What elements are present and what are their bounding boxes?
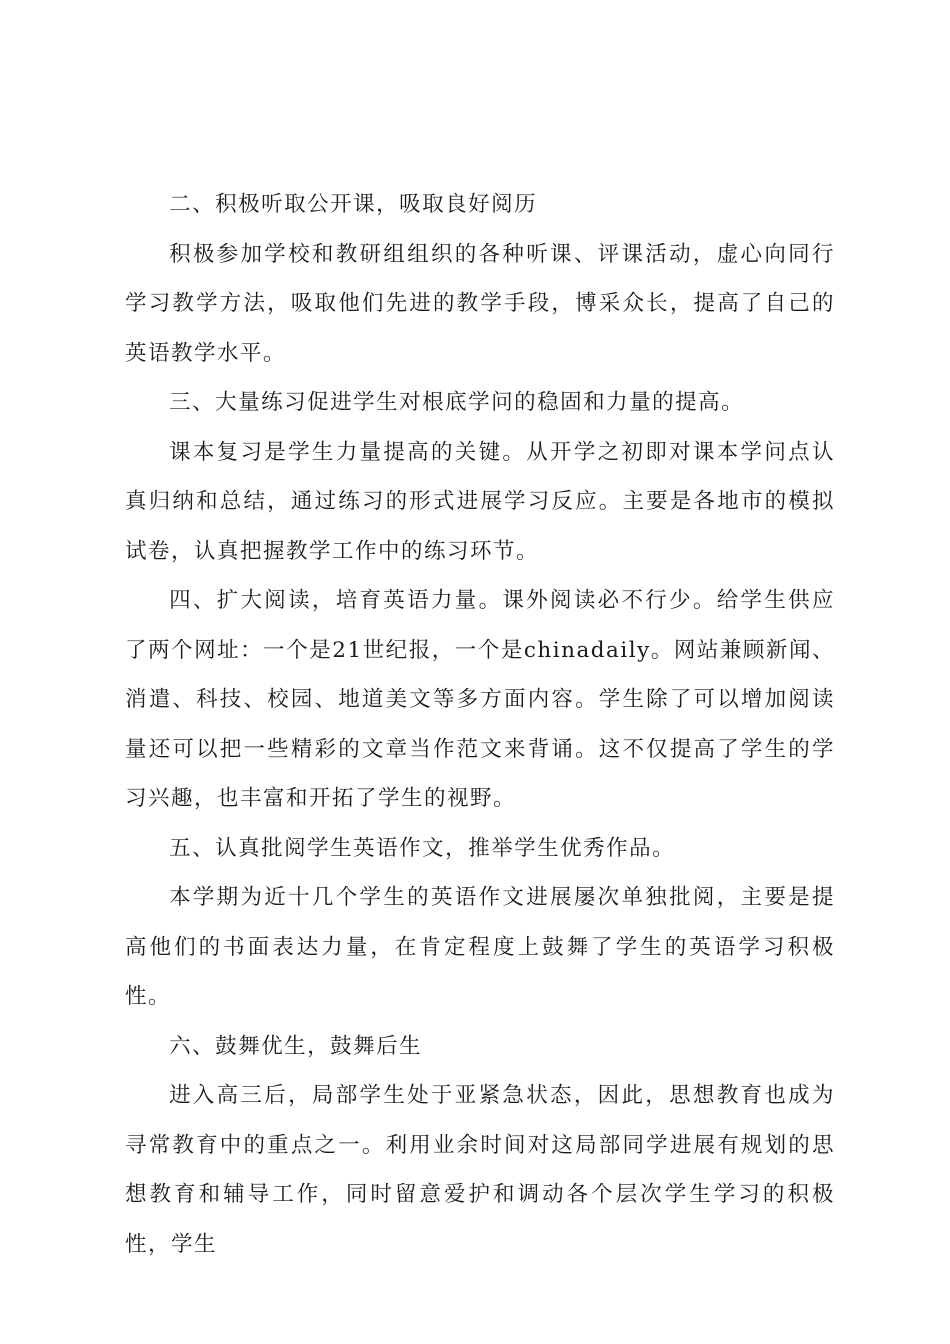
section-heading-2: 二、积极听取公开课，吸取良好阅历 xyxy=(169,192,538,217)
paragraph: 本学期为近十几个学生的英语作文进展屡次单独批阅，主要是提高他们的书面表达力量，在肯定程度上鼓舞了学生的英语学习积极性。 xyxy=(125,885,835,1009)
section-heading-5: 五、认真批阅学生英语作文，推举学生优秀作品。 xyxy=(169,835,676,861)
section-heading-6: 六、鼓舞优生，鼓舞后生 xyxy=(169,1033,423,1059)
paragraph: 四、扩大阅读，培育英语力量。课外阅读必不行少。给学生供应了两个网址：一个是21世纪报，一个是chinadaily。网站兼顾新闻、消遣、科技、校园、地道美文等多方面内容。学生除了可以增加阅读量还可以把一些精彩的文章当作范文来背诵。这不仅提高了学生的学习兴趣，也丰富和开拓了学生的视野。 xyxy=(125,588,835,811)
paragraph: 进入高三后，局部学生处于亚紧急状态，因此，思想教育也成为寻常教育中的重点之一。利用业余时间对这局部同学进展有规划的思想教育和辅导工作，同时留意爱护和调动各个层次学生学习的积极性，学生 xyxy=(125,1083,835,1257)
section-heading-3: 三、大量练习促进学生对根底学问的稳固和力量的提高。 xyxy=(169,390,745,415)
document-body xyxy=(125,180,835,1269)
paragraph: 课本复习是学生力量提高的关键。从开学之初即对课本学问点认真归纳和总结，通过练习的形式进展学习反应。主要是各地市的模拟试卷，认真把握教学工作中的练习环节。 xyxy=(125,439,835,564)
paragraph: 积极参加学校和教研组组织的各种听课、评课活动，虚心向同行学习教学方法，吸取他们先进的教学手段，博采众长，提高了自己的英语教学水平。 xyxy=(125,241,835,366)
